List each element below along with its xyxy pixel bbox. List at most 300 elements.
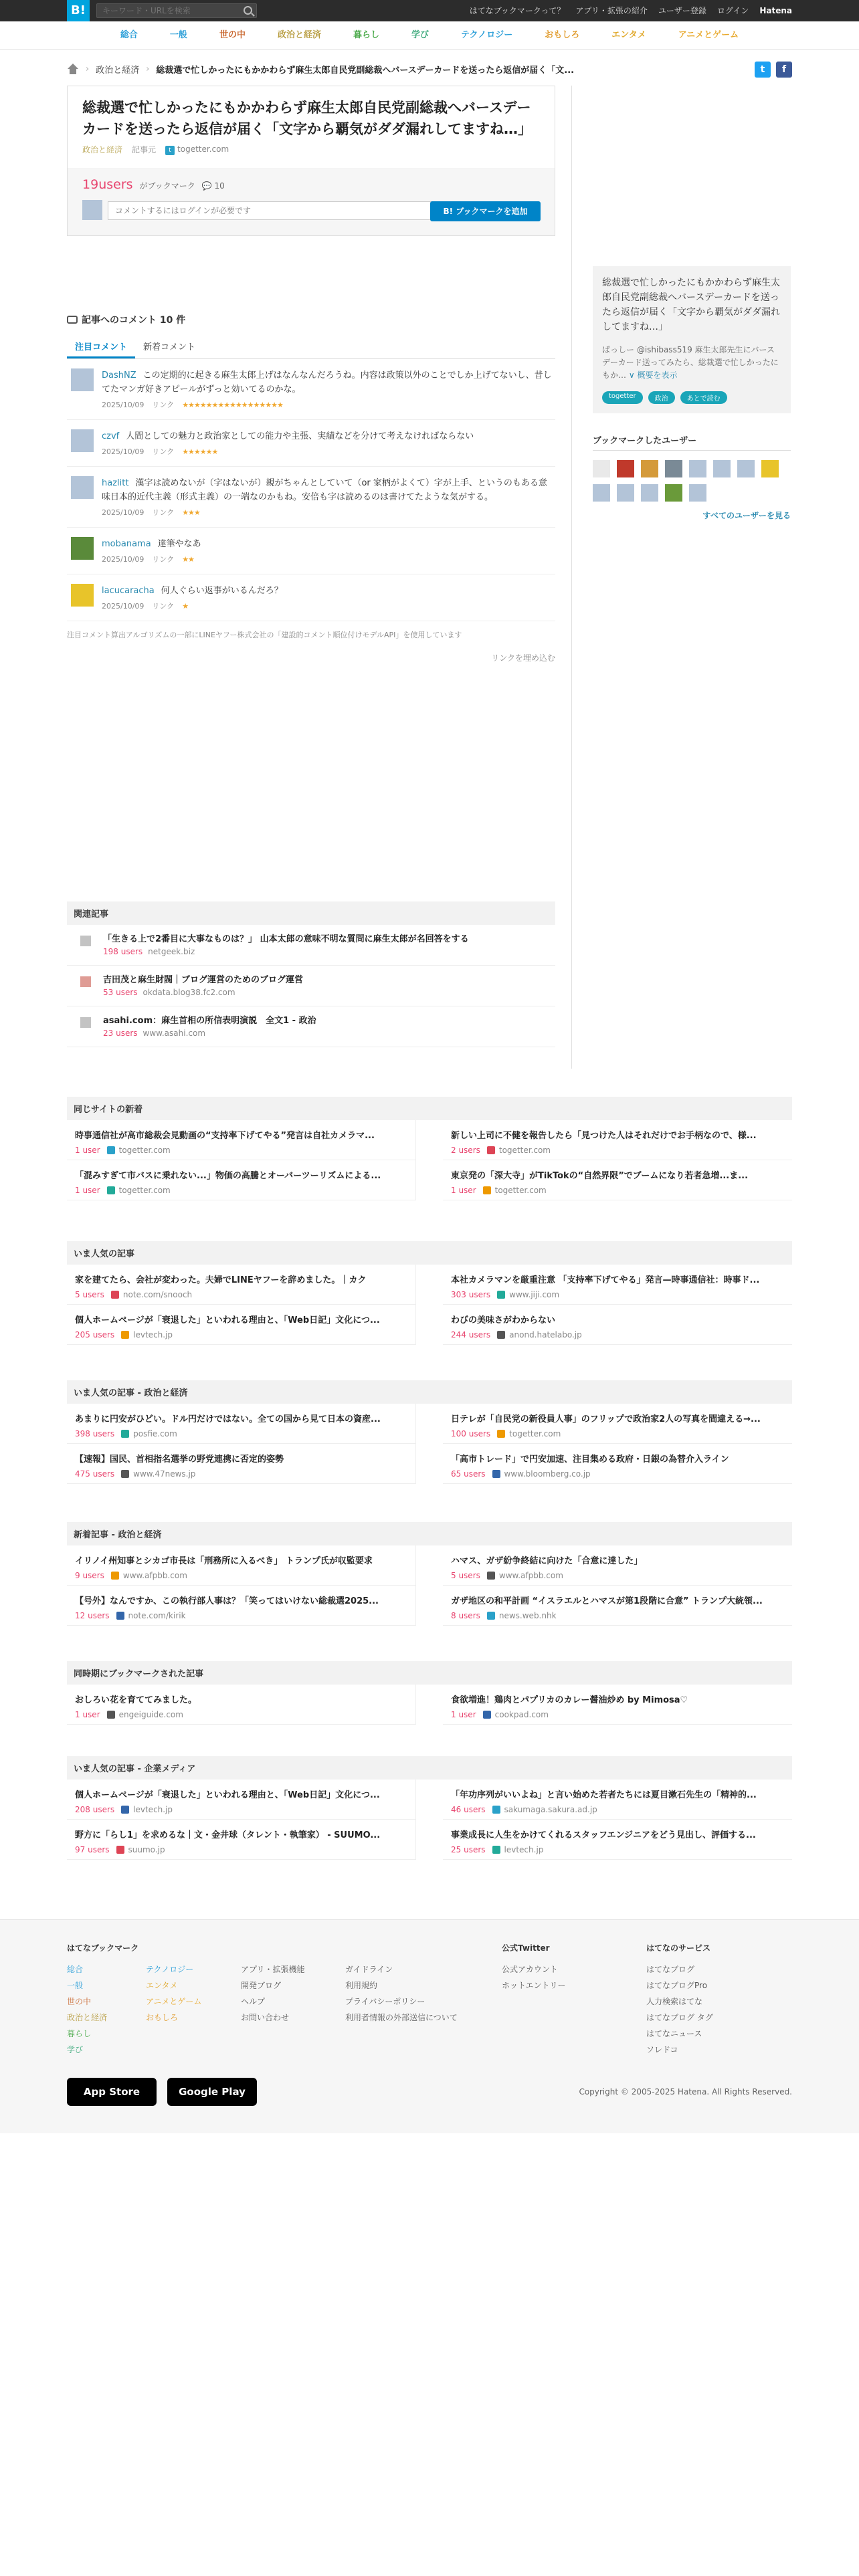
footer-link[interactable]: ホットエントリー (502, 1981, 566, 1990)
footer-link[interactable]: お問い合わせ (241, 2013, 290, 2022)
comment-count: 💬 10 (201, 181, 225, 191)
article-title-link[interactable]: イリノイ州知事とシカゴ市長は「刑務所に入るべき」 トランプ氏が収監要求 (75, 1556, 373, 1566)
article-title-link[interactable]: 「混みすぎて市バスに乗れない...」物価の高騰とオーバーツーリズムによる... (75, 1171, 381, 1181)
footer-link[interactable]: プライバシーポリシー (345, 1997, 425, 2006)
article-item (443, 1685, 792, 1725)
comment-body (102, 476, 555, 504)
users-count-link[interactable]: 205 users (75, 1330, 115, 1339)
comment-text: 達筆やなあ (157, 539, 201, 549)
article-title-link[interactable]: あまりに円安がひどい。ドル円だけではない。全ての国から見て日本の資産... (75, 1414, 381, 1424)
category-tab[interactable]: エンタメ (611, 29, 646, 40)
related-meta (103, 988, 555, 997)
article-item (67, 1820, 416, 1860)
article-item (443, 1586, 792, 1626)
users-count-link[interactable]: 5 users (75, 1290, 104, 1299)
footer-service-links (646, 1961, 713, 2058)
site-favicon-icon (492, 1806, 500, 1814)
column-divider (571, 86, 572, 1069)
comment-meta (102, 554, 555, 564)
footer-link[interactable]: ガイドライン (345, 1965, 393, 1974)
users-count-link[interactable]: 5 users (451, 1571, 480, 1580)
site-link[interactable]: cookpad.com (494, 1710, 549, 1719)
section-block (67, 1097, 792, 1200)
article-item (67, 1404, 416, 1444)
article-title-link[interactable]: ハマス、ガザ紛争終結に向けた「合意に達した」 (451, 1556, 643, 1566)
article-meta (75, 1290, 409, 1299)
article-title-link[interactable]: ガザ地区の和平計画 “イスラエルとハマスが第1段階に合意” トランプ大統領... (451, 1596, 763, 1606)
article-title-link[interactable]: 時事通信社が高市総裁会見動画の“支持率下げてやる”発言は自社カメラマ... (75, 1131, 375, 1141)
section-block (67, 1380, 792, 1484)
users-count-link[interactable]: 65 users (451, 1469, 486, 1479)
users-count-link[interactable]: 1 user (451, 1186, 476, 1195)
related-meta (103, 1029, 555, 1038)
source-domain: togetter.com (177, 144, 229, 154)
users-count-link[interactable]: 100 users (451, 1429, 491, 1438)
togetter-favicon-icon: t (165, 146, 175, 155)
tag[interactable]: あとで読む (680, 391, 727, 404)
site-favicon-icon (80, 936, 91, 946)
search-icon[interactable] (244, 6, 252, 15)
site-favicon-icon (121, 1331, 129, 1339)
comment-date[interactable]: 2025/10/09 (102, 400, 145, 409)
comment-stars: ★ (182, 601, 189, 611)
article-meta (75, 1146, 409, 1155)
category-tab[interactable]: おもしろ (545, 29, 580, 40)
article-item (443, 1820, 792, 1860)
comments-heading (67, 313, 555, 326)
site-link[interactable]: togetter.com (118, 1146, 171, 1155)
site-favicon-icon (111, 1291, 119, 1299)
article-title-link[interactable]: 「高市トレード」で円安加速、注目集める政府・日銀の為替介入ライン (451, 1455, 729, 1465)
article-title-link[interactable]: 食欲増進！鶏肉とパプリカのカレー醤油炒め by Mimosa♡ (451, 1695, 688, 1705)
category-tab[interactable]: 政治と経済 (277, 29, 321, 40)
footer-link[interactable]: エンタメ (146, 1981, 178, 1990)
users-count-link[interactable]: 1 user (75, 1186, 100, 1195)
article-item (443, 1120, 792, 1160)
article-title-link[interactable]: 東京発の「深大寺」がTikTokの“自然界限”でブームになり若者急増...ま... (451, 1171, 749, 1181)
footer-link[interactable]: アニメとゲーム (146, 1997, 202, 2006)
entry-box (67, 86, 555, 236)
users-count-link[interactable]: 2 users (451, 1146, 480, 1155)
footer-link[interactable]: 政治と経済 (67, 2013, 108, 2022)
summary-description (602, 344, 781, 382)
section-heading: 同じサイトの新着 (67, 1097, 792, 1120)
comment-link[interactable]: リンク (152, 508, 175, 517)
comment-text: この定期的に起きる麻生太郎上げはなんなんだろうね。内容は政策以外のことでしか上げてないし、昔してたマンガ好きアピールがずっと効いてるのかな。 (102, 370, 552, 395)
home-icon[interactable] (67, 64, 79, 74)
article-meta (75, 1571, 409, 1580)
all-users-link[interactable]: すべてのユーザーを見る (702, 511, 791, 520)
comment-item (67, 359, 555, 420)
article-item (443, 1404, 792, 1444)
category-nav (0, 21, 859, 49)
article-title-link[interactable]: 【号外】なんですか、この執行部人事は？「笑ってはいけない総裁選2025... (75, 1596, 379, 1606)
comment-link[interactable]: リンク (152, 555, 175, 564)
site-link[interactable]: levtech.jp (133, 1805, 173, 1814)
users-count-link[interactable] (82, 177, 133, 192)
article-title-link[interactable]: 個人ホームページが「衰退した」といわれる理由と、「Web日記」文化につ... (75, 1790, 380, 1800)
footer-link[interactable]: ソレドコ (646, 2045, 678, 2054)
comment-count-number: 10 (214, 181, 225, 191)
app-store-badge[interactable]: App Store (67, 2078, 157, 2106)
site-link[interactable]: news.web.nhk (498, 1611, 557, 1620)
hatena-bookmark-logo[interactable]: B! (67, 0, 90, 21)
users-count-link[interactable]: 23 users (103, 1029, 138, 1038)
footer-link[interactable]: 一般 (67, 1981, 84, 1990)
article-item (443, 1265, 792, 1305)
share-buttons (755, 62, 792, 78)
breadcrumb-separator: › (146, 64, 150, 74)
comment-bubble-icon (67, 316, 78, 324)
footer-link[interactable]: 学び (67, 2045, 84, 2054)
section-heading: いま人気の記事 - 企業メディア (67, 1756, 792, 1780)
section-heading: 同時期にブックマークされた記事 (67, 1661, 792, 1685)
article-title-link[interactable]: 野方に「らし1」を求めるな｜文・金井球（タレント・執筆家） - SUUMO... (75, 1830, 381, 1840)
related-title-link[interactable]: 吉田茂と麻生財閥｜ブログ運営のためのブログ運営 (103, 975, 304, 985)
site-link[interactable]: www.47news.jp (133, 1469, 196, 1479)
site-favicon-icon (487, 1572, 495, 1580)
site-link[interactable]: togetter.com (509, 1429, 561, 1438)
footer-heading: 公式Twitter (502, 1943, 550, 1953)
footer-link[interactable]: 総合 (67, 1965, 84, 1974)
site-link[interactable]: sakumaga.sakura.ad.jp (504, 1805, 597, 1814)
footer-heading: はてなのサービス (646, 1943, 711, 1953)
site-favicon-icon (492, 1470, 500, 1478)
users-count-link[interactable]: 1 user (75, 1710, 100, 1719)
section-grid (67, 1120, 792, 1200)
comment-item (67, 528, 555, 574)
article-item (67, 1444, 416, 1484)
footer-link[interactable]: 公式アカウント (502, 1965, 558, 1974)
bookmark-user-avatars (593, 460, 791, 502)
tab-popular-comments[interactable]: 注目コメント (67, 336, 135, 358)
category-tab[interactable]: 総合 (120, 29, 138, 40)
article-meta (451, 1845, 785, 1854)
comment-user-link[interactable]: hazlitt (102, 478, 129, 488)
article-meta (451, 1611, 785, 1620)
category-tab[interactable]: テクノロジー (461, 29, 513, 40)
avatar[interactable] (71, 476, 94, 499)
article-meta (451, 1330, 785, 1339)
article-item (67, 1780, 416, 1820)
avatar[interactable] (689, 484, 706, 502)
breadcrumb-category[interactable]: 政治と経済 (96, 65, 140, 76)
site-link[interactable]: anond.hatelabo.jp (509, 1330, 582, 1339)
avatar[interactable] (593, 484, 610, 502)
users-count-link[interactable]: 1 user (451, 1710, 476, 1719)
section-grid (67, 1265, 792, 1345)
comment-text: 漢字は読めないが（字はないが）親がちゃんとしていて（or 家柄がよくて）字が上手、というのもある意味日本的近代主義（形式主義）の一端なのかもね。安倍も字は読めるのは書けてたような気がする。 (102, 478, 547, 502)
site-favicon-icon (116, 1846, 124, 1854)
comment-link[interactable]: リンク (152, 447, 175, 456)
comments-section (67, 313, 555, 663)
article-item (67, 1305, 416, 1345)
site-favicon-icon (487, 1146, 495, 1154)
avatar[interactable] (71, 584, 94, 607)
article-item (443, 1305, 792, 1345)
avatar[interactable] (713, 460, 731, 477)
add-bookmark-button[interactable]: B! ブックマークを追加 (430, 201, 541, 221)
comment-body (102, 584, 555, 598)
article-item (67, 1120, 416, 1160)
category-tab[interactable]: アニメとゲーム (678, 29, 739, 40)
site-favicon-icon (107, 1711, 115, 1719)
tag[interactable]: 政治 (648, 391, 675, 404)
related-title-link[interactable]: 「生きる上で2番目に大事なものは？」 山本太郎の意味不明な質問に麻生太郎が名回答をする (103, 934, 469, 944)
site-favicon-icon (121, 1430, 129, 1438)
avatar[interactable] (641, 484, 658, 502)
entry-category[interactable]: 政治と経済 (82, 145, 123, 154)
comment-meta (102, 601, 555, 611)
footer-col-bookmark (67, 1940, 138, 2058)
entry-title[interactable]: 総裁選で忙しかったにもかかわらず麻生太郎自民党副総裁へバースデーカードを送ったら返信が届く「文字から覇気がダダ漏れしてますね…」 (82, 100, 532, 137)
footer-link[interactable]: 開発ブログ (241, 1981, 282, 1990)
site-link[interactable]: note.com/snooch (122, 1290, 193, 1299)
entry-bookmark-area (68, 169, 555, 235)
site-link[interactable]: www.afpbb.com (498, 1571, 563, 1580)
footer-link[interactable]: 利用者情報の外部送信について (345, 2013, 458, 2022)
footer-link[interactable]: はてなニュース (646, 2029, 702, 2038)
article-meta (451, 1805, 785, 1814)
article-title-link[interactable]: 事業成長に人生をかけてくれるスタッフエンジニアをどう見出し、評価する... (451, 1830, 756, 1840)
comment-user-link[interactable]: DashNZ (102, 370, 136, 381)
footer-link[interactable]: ヘルプ (241, 1997, 266, 2006)
top-links (470, 0, 792, 21)
footer (0, 1919, 859, 2133)
copyright: Copyright © 2005-2025 Hatena. All Rights Reserved. (579, 2087, 792, 2097)
related-item (67, 966, 555, 1006)
footer-link[interactable]: 暮らし (67, 2029, 92, 2038)
users-count-link[interactable]: 8 users (451, 1611, 480, 1620)
site-link[interactable]: togetter.com (494, 1186, 547, 1195)
category-tab[interactable]: 学び (411, 29, 429, 40)
site-favicon-icon (107, 1186, 115, 1194)
users-count-link[interactable]: 198 users (103, 947, 143, 956)
section-grid (67, 1685, 792, 1725)
users-count-link[interactable]: 208 users (75, 1805, 115, 1814)
comment-date[interactable]: 2025/10/09 (102, 554, 145, 564)
section-heading: いま人気の記事 - 政治と経済 (67, 1380, 792, 1404)
comment-link[interactable]: リンク (152, 602, 175, 611)
article-title-link[interactable]: わびの美味さがわからない (451, 1315, 556, 1325)
comment-user-link[interactable]: czvf (102, 431, 120, 441)
comment-user-link[interactable]: lacucaracha (102, 586, 155, 596)
site-link[interactable]: note.com/kirik (128, 1611, 186, 1620)
article-title-link[interactable]: 【速報】国民、首相指名選挙の野党連携に否定的姿勢 (75, 1455, 284, 1465)
comment-list (67, 359, 555, 621)
entry-source[interactable] (165, 144, 229, 155)
site-link[interactable]: www.bloomberg.co.jp (504, 1469, 591, 1479)
article-meta (75, 1186, 409, 1195)
footer-link[interactable]: おもしろ (146, 2013, 179, 2022)
avatar[interactable] (665, 460, 682, 477)
avatar[interactable] (71, 429, 94, 452)
site-link[interactable]: posfie.com (133, 1429, 177, 1438)
users-count-link[interactable]: 12 users (75, 1611, 110, 1620)
register-link[interactable]: ユーザー登録 (658, 6, 706, 15)
tag[interactable]: togetter (602, 391, 643, 404)
comment-stars: ★★ (182, 554, 194, 564)
article-meta (451, 1710, 785, 1719)
article-meta (75, 1611, 409, 1620)
breadcrumb-separator: › (86, 64, 90, 74)
footer-categories (67, 1961, 138, 2058)
comment-meta (102, 507, 555, 518)
site-favicon-icon (492, 1846, 500, 1854)
search-box (96, 3, 257, 18)
site-favicon-icon (80, 976, 91, 987)
footer-link[interactable]: はてなブログ タグ (646, 2013, 713, 2022)
users-count-link[interactable]: 97 users (75, 1845, 110, 1854)
tab-new-comments[interactable]: 新着コメント (143, 342, 196, 352)
site-link[interactable]: togetter.com (498, 1146, 551, 1155)
bookmark-label: がブックマーク (139, 181, 195, 191)
comment-link[interactable]: リンク (152, 401, 175, 409)
article-item (67, 1160, 416, 1200)
article-meta (451, 1469, 785, 1479)
bookmark-users-heading: ブックマークしたユーザー (593, 433, 791, 451)
tag-list (602, 391, 781, 404)
comments-heading-text: 記事へのコメント 10 件 (82, 315, 186, 326)
show-summary-link[interactable]: ∨ 概要を表示 (628, 370, 678, 380)
article-title-link[interactable]: 家を建てたら、会社が変わった。夫婦でLINEヤフーを辞めました。｜カク (75, 1275, 367, 1285)
avatar[interactable] (689, 460, 706, 477)
article-title-link[interactable]: 本社カメラマンを厳重注意 「支持率下げてやる」発言—時事通信社：時事ド... (451, 1275, 760, 1285)
users-count-link[interactable]: 9 users (75, 1571, 104, 1580)
category-tab[interactable]: 世の中 (219, 29, 246, 40)
avatar[interactable] (665, 484, 682, 502)
sidebar (593, 266, 791, 521)
hatena-brand-link[interactable]: Hatena (759, 6, 792, 15)
comment-item (67, 467, 555, 528)
comment-date[interactable]: 2025/10/09 (102, 447, 145, 456)
section-block (67, 1661, 792, 1725)
summary-title: 総裁選で忙しかったにもかかわらず麻生太郎自民党副総裁へバースデーカードを送ったら返信が届く「文字から覇気がダダ漏れしてますね…」 (602, 278, 780, 332)
top-bar (0, 0, 859, 21)
site-link[interactable]: engeiguide.com (118, 1710, 183, 1719)
site-link[interactable]: levtech.jp (133, 1330, 173, 1339)
site-link[interactable]: suumo.jp (128, 1845, 165, 1854)
comment-item (67, 420, 555, 467)
users-count-link[interactable]: 244 users (451, 1330, 491, 1339)
comment-body (102, 368, 555, 397)
avatar[interactable] (71, 537, 94, 560)
site-favicon-icon (116, 1612, 124, 1620)
section-block (67, 1522, 792, 1626)
users-count-link[interactable]: 25 users (451, 1845, 486, 1854)
article-title-link[interactable]: 「年功序列がいいよね」と言い始めた若者たちには夏目漱石先生の「精神的... (451, 1790, 757, 1800)
site-favicon-icon (497, 1291, 505, 1299)
users-count-link[interactable]: 53 users (103, 988, 138, 997)
bookmark-count (82, 177, 225, 192)
article-item (443, 1545, 792, 1586)
section-grid (67, 1404, 792, 1484)
footer-heading: はてなブックマーク (67, 1943, 139, 1953)
site-link[interactable]: www.jiji.com (509, 1290, 560, 1299)
breadcrumb-current: 総裁選で忙しかったにもかかわらず麻生太郎自民党副総裁へバースデーカードを送ったら返信が届く「文... (156, 65, 575, 76)
article-title-link[interactable]: 日テレが「自民党の新役員人事」のフリップで政治家2人の写真を間違える→... (451, 1414, 761, 1424)
category-tab[interactable]: 暮らし (353, 29, 379, 40)
users-count-link[interactable]: 46 users (451, 1805, 486, 1814)
site-link[interactable]: levtech.jp (504, 1845, 544, 1854)
footer-link[interactable]: アプリ・拡張機能 (241, 1965, 305, 1974)
comment-date[interactable]: 2025/10/09 (102, 601, 145, 611)
category-tab[interactable]: 一般 (169, 29, 187, 40)
article-item (67, 1685, 416, 1725)
users-number: 19 (82, 177, 99, 192)
site-link[interactable]: www.afpbb.com (122, 1571, 187, 1580)
site-favicon-icon (497, 1430, 505, 1438)
related-title-link[interactable]: asahi.com：麻生首相の所信表明演説 全文1 - 政治 (103, 1016, 316, 1026)
article-meta (75, 1469, 409, 1479)
avatar[interactable] (641, 460, 658, 477)
users-count-link[interactable]: 1 user (75, 1146, 100, 1155)
comment-date[interactable]: 2025/10/09 (102, 508, 145, 517)
google-play-badge[interactable]: Google Play (167, 2078, 257, 2106)
facebook-icon[interactable]: f (776, 62, 792, 78)
avatar[interactable] (737, 460, 755, 477)
footer-link[interactable]: 利用規約 (345, 1981, 378, 1990)
footer-link[interactable]: はてなブログ (646, 1965, 695, 1974)
footer-link[interactable]: 世の中 (67, 1997, 92, 2006)
site-link[interactable]: www.asahi.com (142, 1029, 206, 1038)
footer-app-links (241, 1961, 305, 2026)
article-meta (451, 1290, 785, 1299)
comment-algorithm-note: 注目コメント算出アルゴリズムの一部にLINEヤフー株式会社の「建設的コメント順位付けモデルAPI」を使用しています (67, 631, 462, 639)
comment-body (102, 537, 555, 551)
site-link[interactable]: netgeek.biz (148, 947, 195, 956)
site-link[interactable]: okdata.blog38.fc2.com (142, 988, 235, 997)
article-item (67, 1586, 416, 1626)
about-link[interactable]: はてなブックマークって？ (469, 6, 565, 15)
section-heading: いま人気の記事 (67, 1241, 792, 1265)
avatar[interactable] (593, 460, 610, 477)
site-link[interactable]: togetter.com (118, 1186, 171, 1195)
footer-link[interactable]: はてなブログPro (646, 1981, 708, 1990)
article-title-link[interactable]: おしろい花を育ててみました。 (75, 1695, 197, 1705)
article-item (67, 1265, 416, 1305)
users-unit: users (98, 177, 133, 192)
avatar[interactable] (71, 368, 94, 391)
avatar[interactable] (617, 484, 634, 502)
section-grid (67, 1545, 792, 1626)
article-meta (75, 1845, 409, 1854)
footer-link[interactable]: テクノロジー (146, 1965, 194, 1974)
search-input[interactable] (97, 4, 237, 17)
comment-stars: ★★★ (182, 508, 200, 517)
login-link[interactable]: ログイン (717, 6, 749, 15)
comment-item (67, 574, 555, 621)
article-title-link[interactable]: 新しい上司に不健を報告したら「見つけた人はそれだけでお手柄なので、様... (451, 1131, 757, 1141)
source-label: 記事元 (132, 145, 157, 154)
avatar[interactable] (761, 460, 779, 477)
comment-stars: ★★★★★★★★★★★★★★★★★ (182, 400, 283, 409)
users-count-link[interactable]: 303 users (451, 1290, 491, 1299)
footer-link[interactable]: 人力検索はてな (646, 1997, 703, 2006)
section-grid (67, 1780, 792, 1860)
users-count-link[interactable]: 475 users (75, 1469, 115, 1479)
avatar[interactable] (617, 460, 634, 477)
twitter-icon[interactable]: t (755, 62, 771, 78)
comment-user-link[interactable]: mobanama (102, 539, 151, 549)
footer-categories-2 (146, 1961, 201, 2026)
entry-meta (68, 140, 555, 159)
site-favicon-icon (80, 1017, 91, 1028)
users-count-link[interactable]: 398 users (75, 1429, 115, 1438)
article-title-link[interactable]: 個人ホームページが「衰退した」といわれる理由と、「Web日記」文化につ... (75, 1315, 380, 1325)
apps-link[interactable]: アプリ・拡張の紹介 (575, 6, 648, 15)
embed-link-button[interactable]: リンクを埋め込む (491, 653, 555, 663)
